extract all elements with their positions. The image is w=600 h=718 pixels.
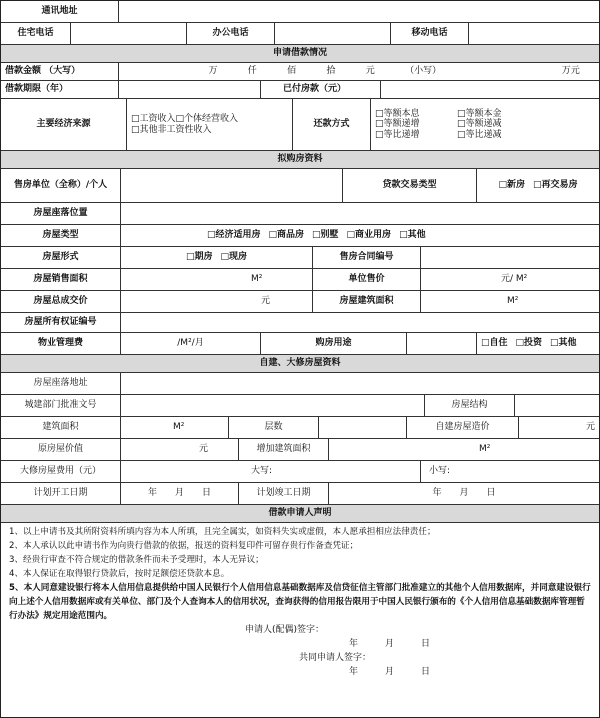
paid-field[interactable] (381, 81, 599, 98)
fee-unit: /M²/月 (177, 338, 204, 349)
repay-opt-2[interactable]: □等额本金 (457, 108, 502, 119)
structure-label: 房屋结构 (425, 395, 515, 416)
location-field[interactable] (121, 203, 599, 224)
house-type-opt-1[interactable]: □经济适用房 (207, 230, 261, 241)
schedule-row (1, 483, 599, 505)
section-selfbuild-header (1, 355, 599, 373)
mobile-phone-field[interactable] (469, 23, 599, 44)
house-type-options[interactable] (121, 225, 599, 246)
section-declaration-header (1, 505, 599, 523)
house-form-existing[interactable]: □现房 (220, 252, 248, 263)
office-phone-label: 办公电话 (187, 23, 275, 44)
approval-label: 城建部门批准文号 (1, 395, 121, 416)
added-area-label: 增加建筑面积 (239, 439, 329, 460)
floors-field[interactable] (319, 417, 407, 438)
end-date-field[interactable]: 年 月 日 (432, 488, 496, 499)
purpose-blank[interactable] (407, 333, 477, 354)
amount-small-unit: 万元 (561, 66, 580, 77)
purpose-options[interactable] (477, 333, 599, 354)
unit-yuan: 元 (365, 66, 375, 77)
seller-label: 售房单位（全称）/个人 (1, 169, 121, 202)
house-type-opt-3[interactable]: □别墅 (312, 230, 339, 241)
declaration-item-4: 4、本人保证在取得银行贷款后，按时足额偿还贷款本息。 (9, 569, 230, 579)
repay-label: 还款方式 (293, 99, 371, 150)
sb-location-label: 房屋座落地址 (1, 373, 121, 394)
term-label: 借款期限（年） (1, 81, 119, 98)
unit-price-label: 单位售价 (313, 269, 421, 290)
section-selfbuild-title: 自建、大修房屋资料 (259, 358, 341, 369)
seller-row (1, 169, 599, 203)
loan-type-options[interactable] (477, 169, 599, 202)
repair-row (1, 461, 599, 483)
phone-row (1, 23, 599, 45)
section-house-title: 拟购房资料 (277, 154, 323, 165)
cert-field[interactable] (121, 313, 599, 332)
repay-opt-6[interactable]: □等比递减 (457, 129, 502, 140)
unit-wan: 万 (208, 66, 218, 77)
total-price-field[interactable] (121, 291, 313, 312)
house-form-options[interactable] (121, 247, 313, 268)
declaration-body (1, 523, 599, 681)
purpose-self[interactable]: □自住 (481, 338, 508, 349)
cost-label: 自建房屋造价 (407, 417, 519, 438)
section-loan-title: 申请借款情况 (272, 48, 327, 59)
location-row (1, 203, 599, 225)
repair-label: 大修房屋费用（元） (1, 461, 121, 482)
fee-field[interactable] (121, 333, 261, 354)
cost-field[interactable] (519, 417, 599, 438)
address-field[interactable] (119, 1, 599, 22)
structure-field[interactable] (515, 395, 599, 416)
amount-row (1, 63, 599, 81)
declaration-item-5: 5、本人同意建设银行将本人信用信息提供给中国人民银行个人信用信息基础数据库及信贷征信主管部门批准建立的其他个人信用数据库，并同意建设银行向上述个人信用数据库或有关单位、部门及个人查询本人的信用状况，查询获得的信用报告限用于中国人民银行颁布的《个人信用信息基础数据库管理暂行办法》规定用途范围内。 (9, 583, 591, 621)
co-applicant-sign[interactable]: 共同申请人签字： (299, 653, 372, 663)
build-area-label: 房屋建筑面积 (313, 291, 421, 312)
purpose-invest[interactable]: □投资 (515, 338, 543, 349)
applicant-sign[interactable]: 申请人(配偶)签字： (245, 625, 325, 635)
term-row (1, 81, 599, 99)
office-phone-field[interactable] (275, 23, 391, 44)
orig-value-unit: 元 (199, 444, 209, 455)
location-label: 房屋座落位置 (1, 203, 121, 224)
loan-type-new[interactable]: □新房 (498, 180, 525, 191)
applicant-sign-date: 年 月 日 (349, 639, 431, 649)
repair-capital-label: 大写: (251, 466, 273, 477)
unit-bai: 佰 (287, 66, 297, 77)
repay-options[interactable] (371, 99, 599, 150)
unit-qian: 仟 (247, 66, 257, 77)
house-form-row (1, 247, 599, 269)
repay-opt-1[interactable]: □等额本息 (375, 108, 420, 119)
declaration-item-3: 3、经贵行审查不符合规定的借款条件而未予受理时，本人无异议； (9, 555, 264, 565)
income-options[interactable] (127, 99, 293, 150)
build-area-field[interactable] (421, 291, 599, 312)
amount-field[interactable] (119, 63, 599, 80)
repay-opt-3[interactable]: □等额递增 (375, 119, 420, 130)
co-applicant-sign-date: 年 月 日 (349, 667, 431, 677)
repair-lower-field[interactable] (421, 461, 599, 482)
seller-field[interactable] (121, 169, 343, 202)
added-area-unit: M² (479, 444, 491, 455)
section-house-header (1, 151, 599, 169)
sb-area-field[interactable] (121, 417, 229, 438)
amount-small-label: （小写） (405, 66, 442, 77)
floors-label: 层数 (229, 417, 319, 438)
income-opt-1[interactable]: □工资收入□个体经营收入 (131, 114, 239, 125)
purpose-other[interactable]: □其他 (550, 338, 577, 349)
cert-row (1, 313, 599, 333)
house-form-futures[interactable]: □期房 (185, 252, 213, 263)
home-phone-field[interactable] (71, 23, 187, 44)
repair-capital-field[interactable] (121, 461, 421, 482)
orig-value-row (1, 439, 599, 461)
house-type-row (1, 225, 599, 247)
unit-price-unit: 元/ M² (501, 274, 528, 285)
purpose-label: 购房用途 (261, 333, 407, 354)
fee-row (1, 333, 599, 355)
address-label: 通讯地址 (1, 1, 119, 22)
amount-label: 借款金额 （大写） (1, 63, 119, 80)
declaration-item-1: 1、以上申请书及其所附资料所填内容为本人所填，且完全属实，如资料失实或虚假，本人愿承担相应法律责任； (9, 527, 436, 537)
section-loan-header (1, 45, 599, 63)
fee-label: 物业管理费 (1, 333, 121, 354)
unit-shi: 拾 (326, 66, 336, 77)
paid-label: 已付房款（元） (261, 81, 381, 98)
total-price-row (1, 291, 599, 313)
start-date-label: 计划开工日期 (1, 483, 121, 504)
sb-location-field[interactable] (121, 373, 599, 394)
house-type-opt-5[interactable]: □其他 (399, 230, 426, 241)
total-price-unit: 元 (261, 296, 271, 307)
mobile-phone-label: 移动电话 (391, 23, 469, 44)
start-date-field[interactable]: 年 月 日 (121, 483, 239, 504)
section-declaration-title: 借款申请人声明 (268, 508, 332, 519)
income-opt-2[interactable]: □其他非工资性收入 (131, 124, 212, 135)
house-form-label: 房屋形式 (1, 247, 121, 268)
repay-opt-4[interactable]: □等额递减 (457, 119, 502, 130)
end-date-label: 计划竣工日期 (239, 483, 329, 504)
cost-unit: 元 (585, 422, 595, 433)
sb-area-label: 建筑面积 (1, 417, 121, 438)
orig-value-field[interactable] (121, 439, 239, 460)
address-row (1, 1, 599, 23)
income-label: 主要经济来源 (1, 99, 127, 150)
approval-row (1, 395, 599, 417)
declaration-item-2: 2、本人承认以此申请书作为向贵行借款的依据，报送的资料复印件可留存贵行作备查凭证； (9, 541, 359, 551)
loan-type-label: 贷款交易类型 (343, 169, 477, 202)
sale-area-field[interactable] (121, 269, 313, 290)
sb-location-row (1, 373, 599, 395)
approval-field[interactable] (121, 395, 425, 416)
contract-label: 售房合同编号 (313, 247, 421, 268)
house-type-label: 房屋类型 (1, 225, 121, 246)
loan-type-resale[interactable]: □再交易房 (533, 180, 578, 191)
build-area-unit: M² (507, 296, 519, 307)
sb-area-row (1, 417, 599, 439)
house-type-opt-2[interactable]: □商品房 (268, 230, 305, 241)
repay-opt-5[interactable]: □等比递增 (375, 129, 420, 140)
sale-area-row (1, 269, 599, 291)
repair-lower-label: 小写: (429, 466, 451, 477)
home-phone-label: 住宅电话 (1, 23, 71, 44)
sale-area-label: 房屋销售面积 (1, 269, 121, 290)
added-area-field[interactable] (329, 439, 599, 460)
cert-label: 房屋所有权证编号 (1, 313, 121, 332)
unit-price-field[interactable] (421, 269, 599, 290)
total-price-label: 房屋总成交价 (1, 291, 121, 312)
contract-field[interactable] (421, 247, 599, 268)
sale-area-unit: M² (251, 274, 263, 285)
term-field[interactable] (119, 81, 261, 98)
orig-value-label: 原房屋价值 (1, 439, 121, 460)
sb-area-unit: M² (173, 422, 185, 433)
income-row (1, 99, 599, 151)
house-type-opt-4[interactable]: □商业用房 (346, 230, 392, 241)
